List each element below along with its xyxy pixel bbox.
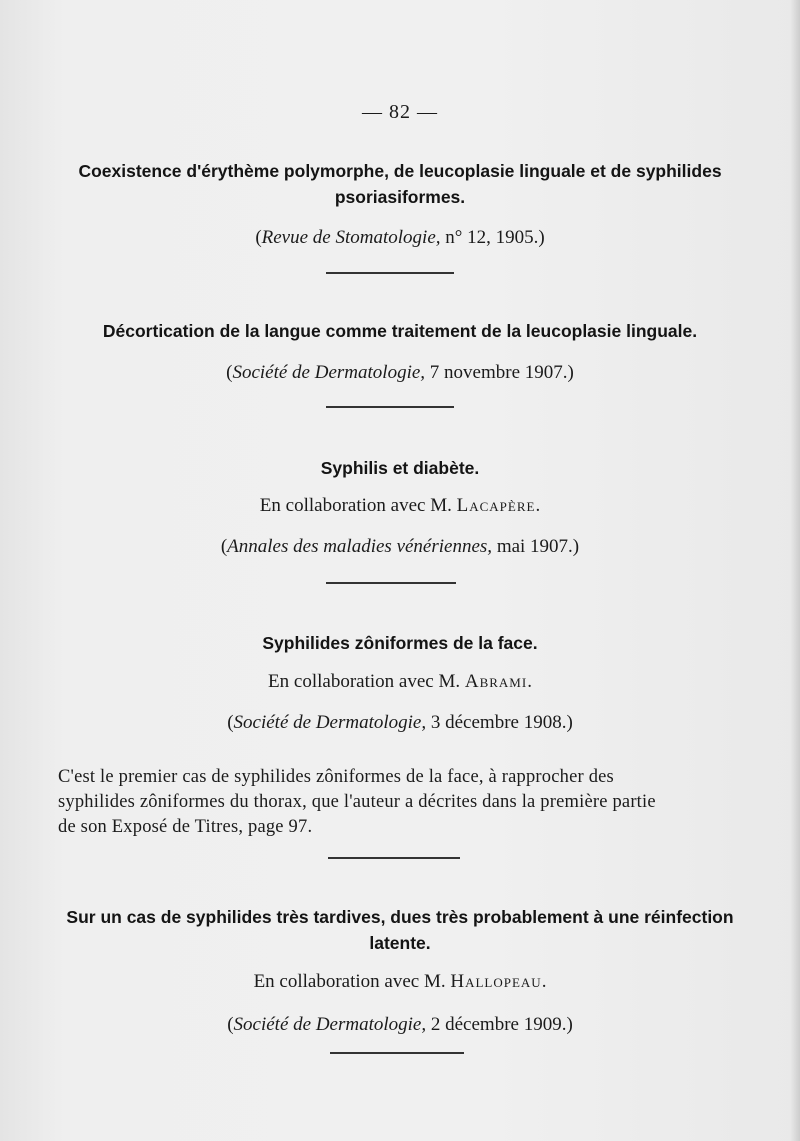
page-number: — 82 — [362, 101, 438, 123]
entry-1-source-journal: Revue de Stomatologie, [261, 227, 441, 248]
entry-1-source-open: ( [255, 227, 262, 248]
entry-2-source-rest: 7 novembre 1907.) [425, 362, 574, 383]
separator-rule [330, 1052, 464, 1054]
entry-3-collab-prefix: En collaboration avec M. [259, 495, 457, 516]
entry-1-source [0, 226, 800, 250]
entry-4-collab-prefix: En collaboration avec M. [268, 671, 465, 692]
entry-4-source-open: ( [227, 712, 234, 733]
entry-4-collaboration [0, 670, 800, 694]
entry-2-source [0, 361, 800, 385]
separator-rule [328, 857, 460, 859]
entry-5-title-line-1: Sur un cas de syphilides très tardives, dues très probablement à une réinfection [66, 907, 734, 927]
entry-2-title: Décortication de la langue comme traitement de la leucoplasie linguale. [102, 321, 698, 341]
entry-3-title: Syphilis et diabète. [320, 458, 480, 478]
entry-5-collaboration [0, 970, 800, 994]
entry-1-source-rest: n° 12, 1905.) [440, 227, 545, 248]
entry-5-title-line-2: latente. [369, 933, 431, 953]
entry-5-source-journal: Société de Dermatologie, [233, 1014, 427, 1035]
entry-3-collaboration [0, 494, 800, 518]
separator-rule [326, 582, 456, 584]
entry-2-source-journal: Société de Dermatologie, [232, 362, 426, 383]
paragraph-line-3: de son Exposé de Titres, page 97. [58, 817, 313, 837]
entry-4-title: Syphilides zôniformes de la face. [262, 633, 538, 653]
entry-5-collab-name: Hallopeau [450, 971, 542, 992]
paragraph-line-1: C'est le premier cas de syphilides zôniformes de la face, à rapprocher des [58, 767, 614, 787]
separator-rule [326, 272, 454, 274]
entry-5-source-rest: 2 décembre 1909.) [426, 1014, 573, 1035]
entry-3-source-rest: mai 1907.) [492, 536, 580, 557]
entry-5-collab-suffix: . [541, 971, 547, 992]
entry-5-source-open: ( [227, 1014, 234, 1035]
entry-3-source [0, 535, 800, 559]
entry-4-source [0, 711, 800, 735]
entry-4-collab-suffix: . [527, 671, 532, 692]
entry-4-description [58, 765, 738, 840]
entry-2-source-open: ( [226, 362, 233, 383]
entry-4-collab-name: Abrami [464, 671, 528, 692]
entry-3-source-journal: Annales des maladies vénériennes, [227, 536, 493, 557]
entry-3-collab-suffix: . [535, 495, 541, 516]
entry-3-collab-name: Lacapère [456, 495, 536, 516]
entry-3-source-open: ( [220, 536, 228, 557]
paragraph-line-2: syphilides zôniformes du thorax, que l'auteur a décrites dans la première partie [58, 792, 656, 812]
entry-4-source-journal: Société de Dermatologie, [233, 712, 427, 733]
entry-5-collab-prefix: En collaboration avec M. [253, 971, 451, 992]
entry-5-source [0, 1013, 800, 1037]
entry-1-title-line-2: psoriasiformes. [334, 187, 466, 207]
separator-rule [326, 406, 454, 408]
entry-4-source-rest: 3 décembre 1908.) [426, 712, 573, 733]
entry-1-title-line-1: Coexistence d'érythème polymorphe, de leucoplasie linguale et de syphilides [78, 161, 722, 181]
